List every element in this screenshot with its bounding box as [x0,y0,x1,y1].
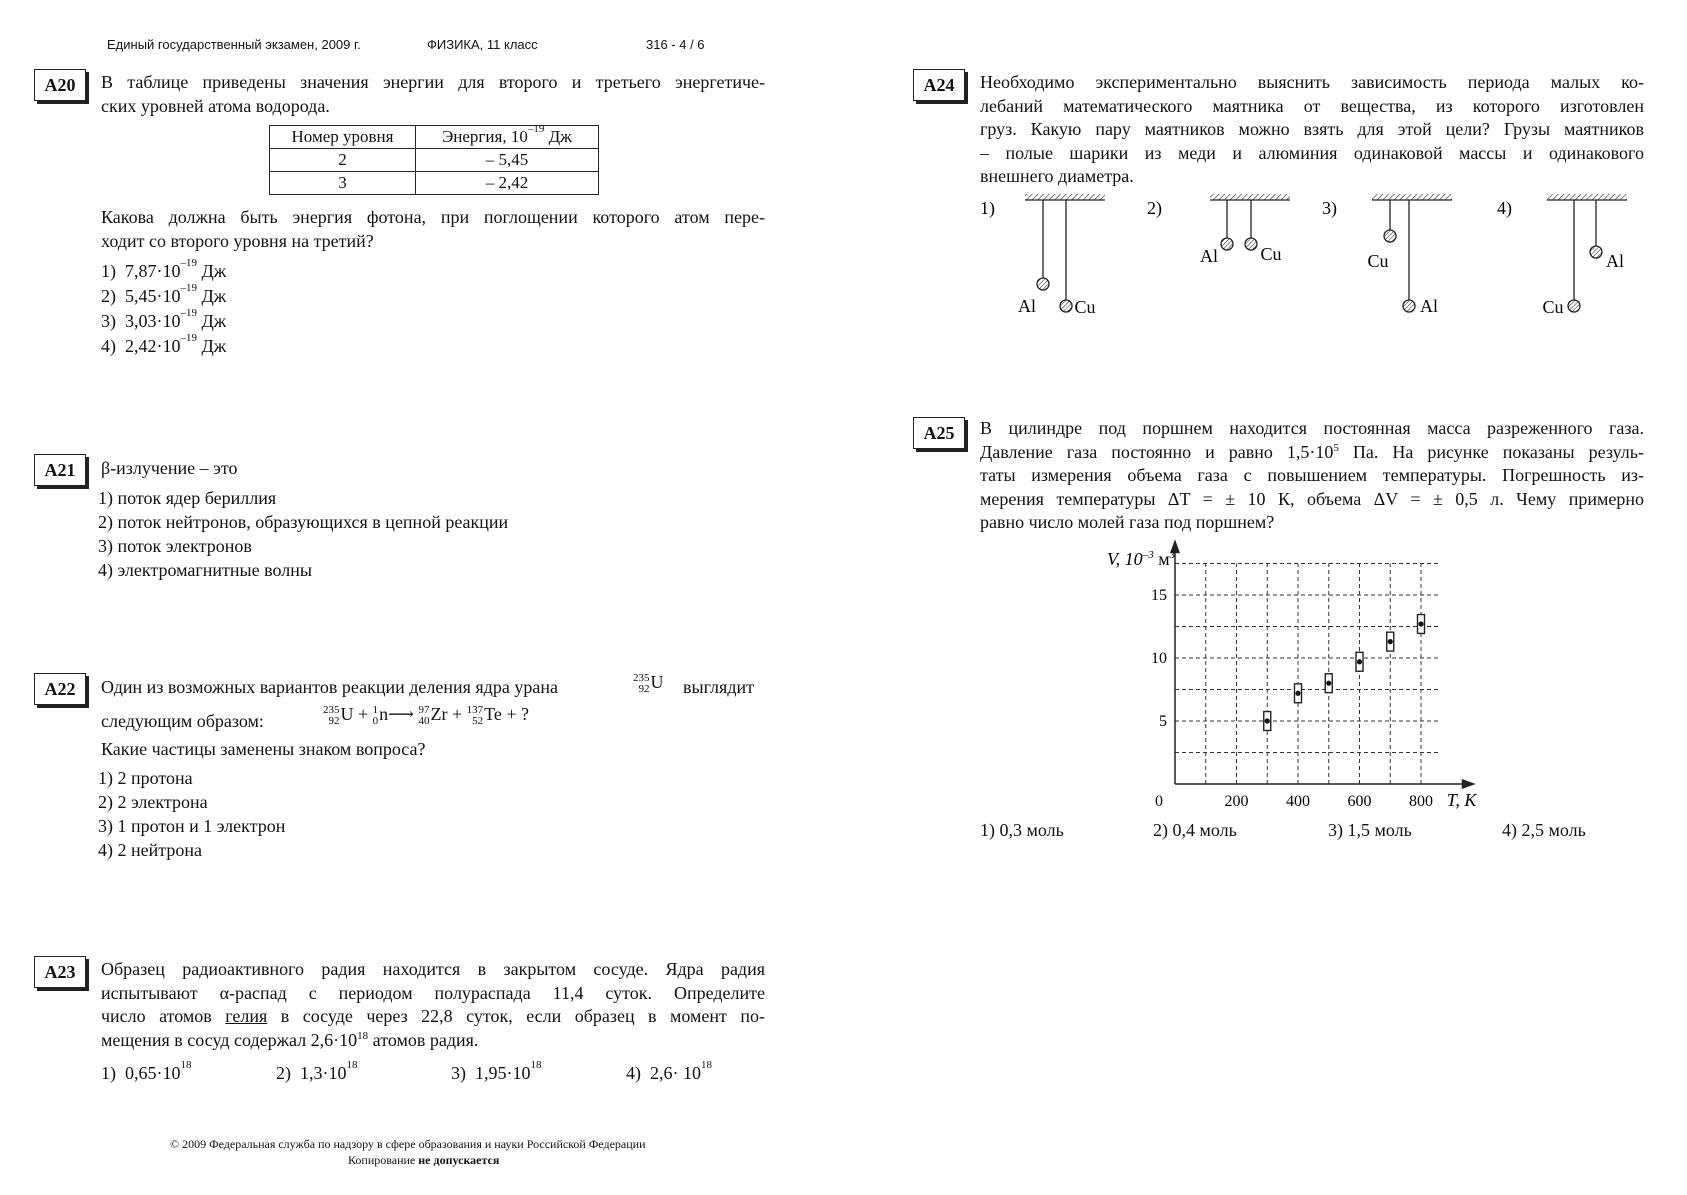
a25-option-2[interactable]: 2) 0,4 моль [1153,820,1237,840]
y-axis-label-unit: м [1153,549,1170,569]
volume-temperature-chart [1095,534,1515,814]
ceiling-support [1025,194,1105,200]
origin-label: 0 [1155,793,1163,810]
pendulum-ball-al [1037,278,1049,290]
a21-option-1[interactable]: 1) поток ядер бериллия [98,488,277,508]
option-number: 3) [101,311,116,331]
data-point [1388,639,1393,644]
a23-text [101,958,765,1052]
pendulum-ball-al [1221,238,1233,250]
charge-number: 92 [328,714,340,727]
pendulum-ball-cu [1060,300,1072,312]
ceiling-support [1547,194,1627,200]
pendulum-fig-3 [1367,194,1452,316]
energy-header-exp: –19 [527,123,545,135]
a22-option-3[interactable]: 3) 1 протон и 1 электрон [98,816,286,836]
a23-line-1: Образец радиоактивного радия находится в закрытом сосуде. Ядра радия [101,959,765,979]
a20-question-line-1: Какова должна быть энергия фотона, при поглощении которого атом пере- [101,207,765,227]
a25-option-3[interactable]: 3) 1,5 моль [1328,820,1412,840]
y-tick-label: 15 [1151,587,1167,604]
plus-sign: + [451,704,463,724]
option-mantissa: 0,65·10 [125,1063,181,1083]
option-exponent: 18 [180,1059,192,1071]
a21-question: β-излучение – это [101,458,238,478]
option-number: 3) [451,1063,466,1083]
option-number: 4) [101,336,116,356]
x-tick-label: 600 [1347,793,1372,810]
pendulum-fig-4-label: 4) [1497,198,1512,218]
mass-number: 1 [372,703,379,716]
chart-axes [1170,539,1476,789]
option-unit: Дж [197,261,227,281]
x-axis-label: T, К [1446,790,1477,810]
pendulum-ball-cu [1568,300,1580,312]
y-axis-label-exp: –3 [1142,549,1154,561]
a23-option-4[interactable] [626,1059,712,1084]
label-cu: Cu [1074,297,1096,317]
option-exponent: 18 [346,1059,358,1071]
data-point [1265,718,1270,723]
option-mantissa: 5,45·10 [125,286,181,306]
label-al: Al [1606,251,1624,271]
a23-line-4-part-b: атомов радия. [368,1029,479,1050]
mass-number: 235 [633,671,650,684]
a23-line-4-part-a: мещения в сосуд содержал 2,6·10 [101,1029,358,1050]
a20-option-2[interactable] [101,282,227,307]
a25-option-1[interactable]: 1) 0,3 моль [980,820,1064,840]
a23-option-2[interactable] [276,1059,358,1084]
footer-copy-prefix: Копирование [348,1153,419,1167]
a25-line-1: В цилиндре под поршнем находится постоянная масса разреженного газа. [980,418,1644,438]
a25-line-2 [980,441,1644,465]
footer-copy-forbidden: не допускается [418,1153,500,1167]
a25-line-3: таты измерения объема газа с повышением температуры. Погрешность из- [980,465,1644,485]
energy-table-header-level: Номер уровня [270,126,416,149]
a24-line-3: груз. Какую пару маятников можно взять для этой цели? Грузы маятников [980,119,1644,139]
pendulum-fig-3-label: 3) [1322,198,1337,218]
a23-option-3[interactable] [451,1059,542,1084]
option-number: 2) [101,286,116,306]
option-number: 4) [626,1063,641,1083]
table-cell: 2 [270,149,416,172]
a21-option-3[interactable]: 3) поток электронов [98,536,252,556]
page-number: 316 - 4 / 6 [646,37,705,52]
a23-line-3-part-a: число атомов [101,1006,226,1026]
a20-line-1: В таблице приведены значения энергии для второго и третьего энергетиче- [101,72,765,92]
ceiling-support [1210,194,1290,200]
data-point [1326,681,1331,686]
a24-line-2: лебаний математического маятника от вещества, из которого изготовлен [980,95,1644,116]
a20-text [101,71,765,118]
table-cell: – 2,42 [416,172,599,195]
option-exponent: –19 [180,257,197,269]
label-cu: Cu [1367,251,1389,271]
mass-number: 97 [418,703,430,716]
data-point [1295,691,1300,696]
a24-text [980,71,1644,189]
pendulum-fig-1-label: 1) [980,198,995,218]
a21-option-2[interactable]: 2) поток нейтронов, образующихся в цепной реакции [98,512,509,532]
a23-line-3-part-b: в сосуде через 22,8 суток, если образец в момент по- [267,1006,765,1026]
option-unit: Дж [197,336,227,356]
a22-line-2-start: следующим образом: [101,711,264,731]
option-unit: Дж [197,311,227,331]
question-number-a21: A21 [34,454,86,486]
y-axis-label-unit-exp: 3 [1169,549,1176,561]
pendulum-fig-2 [1200,194,1290,266]
a20-question [101,206,765,253]
element-symbol: U [340,704,354,724]
x-tick-label: 200 [1224,793,1249,810]
a22-option-4[interactable]: 4) 2 нейтрона [98,840,202,860]
a23-line-4 [101,1029,765,1053]
pendulum-figures [970,188,1660,318]
a24-line-1: Необходимо экспериментально выяснить зависимость периода малых ко- [980,72,1644,92]
chart-points [1264,615,1425,731]
a21-option-4[interactable]: 4) электромагнитные волны [98,560,312,580]
option-mantissa: 2,6· 10 [650,1063,701,1083]
question-number-a20: A20 [34,69,86,101]
option-mantissa: 7,87·10 [125,261,181,281]
charge-number: 0 [372,714,379,727]
a25-line-2-exp: 5 [1333,441,1339,454]
pendulum-ball-cu [1245,238,1257,250]
label-al: Al [1200,246,1218,266]
option-exponent: –19 [180,307,197,319]
a25-line-5: равно число молей газа под поршнем? [980,512,1275,532]
energy-header-suffix: Дж [544,127,572,146]
x-tick-label: 400 [1286,793,1310,810]
pendulum-ball-cu [1384,230,1396,242]
footer-copyright: © 2009 Федеральная служба по надзору в сфере образования и науки Российской Федерации [170,1137,646,1151]
a20-option-3[interactable] [101,307,227,332]
a23-helium-underlined: гелия [225,1006,268,1026]
a22-line-1-end: выглядит [683,677,754,697]
energy-table [269,125,599,195]
a22-reaction-equation [323,704,529,727]
plus-sign: + [358,704,369,724]
pendulum-fig-2-label: 2) [1147,198,1162,218]
option-mantissa: 1,3·10 [300,1063,347,1083]
option-exponent: –19 [180,282,197,294]
table-cell: – 5,45 [416,149,599,172]
label-al: Al [1420,296,1438,316]
a23-line-2: испытывают α-распад с периодом полураспада 11,4 суток. Определите [101,982,765,1003]
question-number-a22: A22 [34,673,86,705]
a22-question: Какие частицы заменены знаком вопроса? [101,739,426,759]
label-cu: Cu [1542,297,1564,317]
option-number: 1) [101,1063,116,1083]
element-symbol: Te [484,704,502,724]
a22-option-2[interactable]: 2) 2 электрона [98,792,208,812]
a24-line-4: – полые шарики из меди и алюминия одинаковой массы и одинакового [980,142,1644,163]
y-tick-label: 5 [1159,713,1167,730]
option-unit: Дж [197,286,227,306]
pendulum-fig-4 [1542,194,1627,317]
a20-option-1[interactable] [101,257,227,282]
charge-number: 40 [418,714,430,727]
data-point [1418,621,1423,626]
x-axis-arrow-icon [1462,779,1476,789]
pendulum-fig-1 [1018,194,1105,317]
mass-number: 235 [323,703,340,716]
mass-number: 137 [466,703,484,716]
a20-line-2: ских уровней атома водорода. [101,95,330,116]
ceiling-support [1372,194,1452,200]
a24-line-5: внешнего диаметра. [980,166,1134,186]
label-cu: Cu [1260,244,1282,264]
a20-question-line-2: ходит со второго уровня на третий? [101,230,374,251]
question-number-a23: A23 [34,956,86,988]
option-mantissa: 2,42·10 [125,336,181,356]
pendulum-ball-al [1403,300,1415,312]
a25-line-2-part-b: Па. На рисунке показаны резуль- [1338,441,1644,462]
charge-number: 52 [472,714,484,727]
a25-line-2-part-a: Давление газа постоянно и равно 1,5·10 [980,441,1334,462]
a23-option-1[interactable] [101,1059,192,1084]
x-tick-label: 800 [1409,793,1433,810]
energy-header-prefix: Энергия, 10 [442,127,528,146]
option-number: 1) [101,261,116,281]
element-symbol: U [650,672,664,692]
data-point [1357,659,1362,664]
element-symbol: n [379,704,389,724]
a23-line-4-exp: 18 [357,1029,369,1042]
option-mantissa: 1,95·10 [475,1063,531,1083]
unknown-particles: + ? [506,704,529,724]
table-row [270,149,599,172]
a22-uranium-nucleus [633,672,664,695]
a25-line-4: мерения температуры ΔT = ± 10 К, объема ΔV = ± 0,5 л. Чему примерно [980,488,1644,509]
a23-line-3 [101,1005,765,1029]
option-exponent: 18 [530,1059,542,1071]
option-mantissa: 3,03·10 [125,311,181,331]
y-tick-label: 10 [1151,650,1167,667]
footer-copy-notice [348,1153,499,1168]
a22-line-1-start: Один из возможных вариантов реакции деления ядра урана [101,677,558,697]
option-exponent: 18 [701,1059,712,1071]
a25-option-4[interactable]: 4) 2,5 моль [1502,820,1586,840]
question-number-a25: A25 [913,417,965,449]
pendulum-ball-al [1590,246,1602,258]
table-row [270,172,599,195]
question-number-a24: A24 [913,69,965,101]
a20-option-4[interactable] [101,332,227,357]
exam-title: Единый государственный экзамен, 2009 г. [107,37,361,52]
option-exponent: –19 [180,332,197,344]
y-axis-label [1107,549,1176,569]
a22-option-1[interactable]: 1) 2 протона [98,768,193,788]
arrow-icon: ⟶ [388,704,414,724]
subject-title: ФИЗИКА, 11 класс [427,37,538,52]
charge-number: 92 [638,682,650,695]
label-al: Al [1018,296,1036,316]
chart-grid [1175,564,1441,785]
energy-table-header-energy [416,123,599,149]
a25-text [980,417,1644,535]
table-cell: 3 [270,172,416,195]
element-symbol: Zr [430,704,448,724]
y-axis-label-text: V, 10 [1107,549,1143,569]
option-number: 2) [276,1063,291,1083]
